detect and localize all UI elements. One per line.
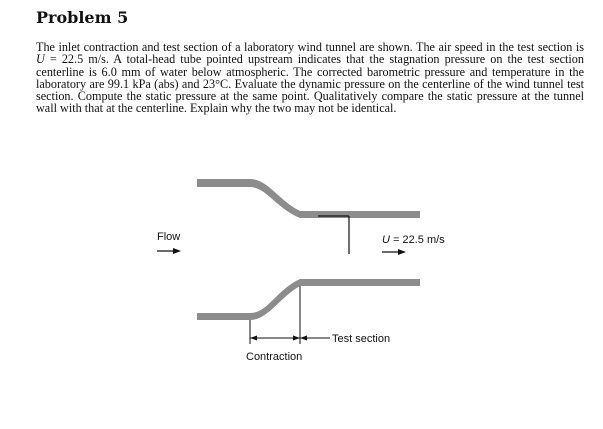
contraction-dimension-arrow xyxy=(250,336,300,341)
contraction-label: Contraction xyxy=(246,351,303,363)
velocity-value: = 22.5 m/s xyxy=(389,234,445,246)
statement-text: = 22.5 m/s. A total-head tube pointed upstream indicates that the stagnation pressure on the test section centerline is 6.0 mm of water below atmospheric. The corrected barometric pressure and temperature in the laboratory are 99.1 kPa (abs) and 23°C. Evaluate the dynamic pressure on the centerline of the wind tunnel test section. Compute the static pressure at the same point. Qualitatively compare the static pressure at the tunnel wall with that at the centerline. Explain why the two may not be identical. xyxy=(36,52,584,116)
lower-tunnel-wall xyxy=(197,279,420,320)
test-section-label: Test section xyxy=(332,333,391,345)
velocity-arrow xyxy=(382,249,406,255)
flow-arrow xyxy=(157,248,181,254)
statement-text: The inlet contraction and test section of a laboratory wind tunnel are shown. The air speed in the test section is xyxy=(36,40,584,54)
flow-label: Flow xyxy=(157,231,181,243)
problem-title: Problem 5 xyxy=(36,8,129,27)
symbol-text: U xyxy=(36,52,45,67)
velocity-symbol: U xyxy=(382,234,390,246)
test-section-dimension-arrow xyxy=(300,336,330,341)
upper-tunnel-wall xyxy=(197,179,420,218)
velocity-label xyxy=(382,234,445,246)
